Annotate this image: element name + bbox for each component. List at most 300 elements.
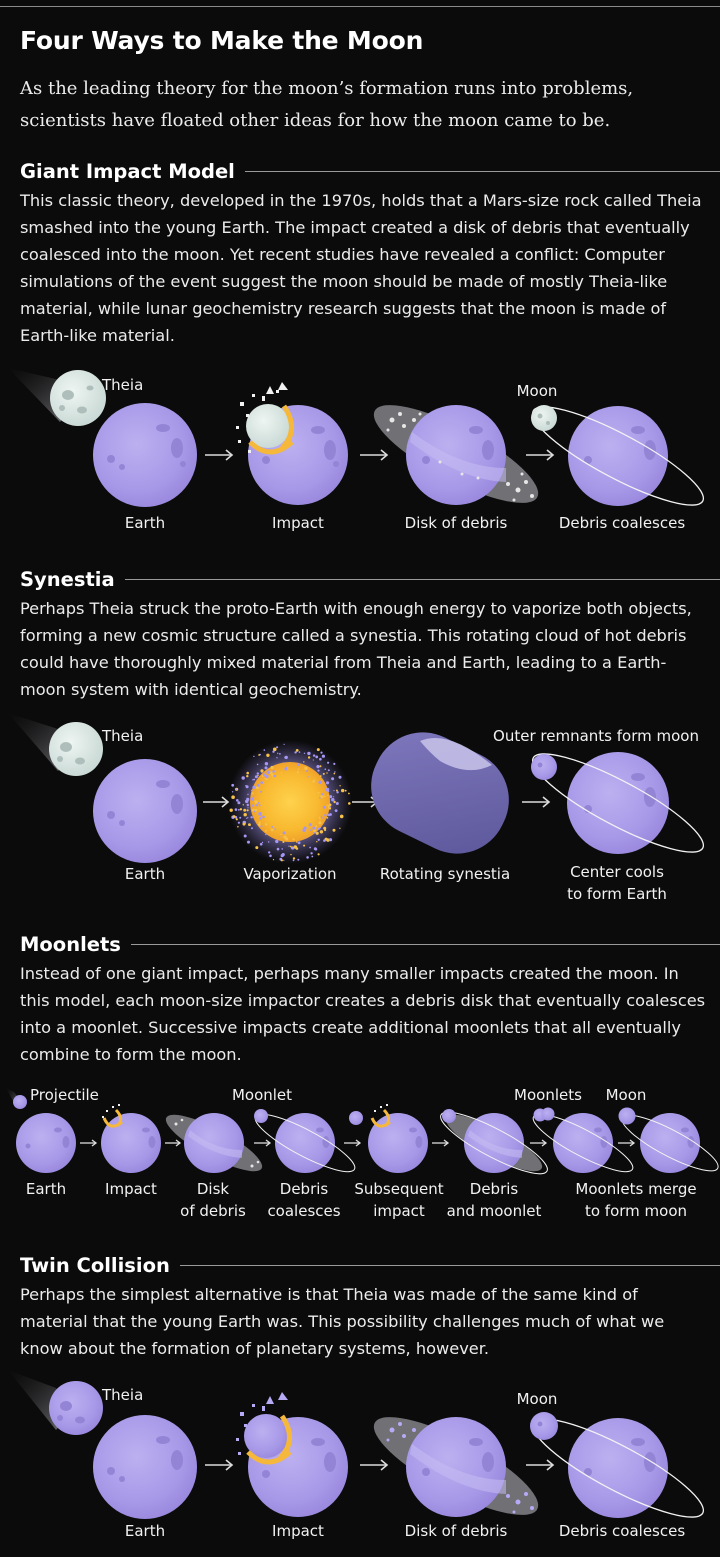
vapor-particle <box>252 786 255 789</box>
vapor-particle <box>309 847 311 849</box>
vapor-particle <box>294 751 296 753</box>
vapor-particle <box>315 825 317 827</box>
vapor-particle <box>283 860 284 861</box>
vapor-particle <box>237 826 239 828</box>
page-title: Four Ways to Make the Moon <box>20 26 424 55</box>
vapor-particle <box>293 838 295 840</box>
vapor-particle <box>243 823 246 826</box>
theia-label: Theia <box>102 376 144 394</box>
vapor-particle <box>274 828 275 829</box>
arrow-icon <box>530 1140 546 1146</box>
moon-label: Moon <box>516 1390 558 1408</box>
moonlet-label: Moonlet <box>231 1086 293 1104</box>
vapor-particle <box>321 793 323 795</box>
vapor-particle <box>335 809 338 812</box>
vapor-particle <box>294 845 298 849</box>
vapor-particle <box>264 778 265 779</box>
theia-label: Theia <box>102 727 144 745</box>
vapor-particle <box>274 775 276 777</box>
debris-disk-planet <box>363 1400 550 1532</box>
vapor-particle <box>254 800 257 803</box>
moon-label: Moon <box>605 1086 647 1104</box>
vapor-particle <box>309 823 312 826</box>
vapor-particle <box>306 770 308 772</box>
section-rule <box>131 944 720 945</box>
vapor-particle <box>305 837 306 838</box>
vapor-particle <box>265 834 266 835</box>
vapor-particle <box>327 817 329 819</box>
vapor-particle <box>322 817 324 819</box>
arrow-icon <box>360 1460 387 1470</box>
vapor-particle <box>331 777 334 780</box>
vapor-particle <box>255 809 257 811</box>
vapor-particle <box>345 790 347 792</box>
vapor-particle <box>246 798 249 801</box>
earth-planet <box>93 403 197 507</box>
earth-planet <box>93 759 197 863</box>
vapor-particle <box>297 771 299 773</box>
stage-label: and moonlet <box>446 1202 542 1220</box>
section-description: Instead of one giant impact, perhaps many smaller impacts created the moon. In this model, each moon-size impactor creates a debris disk that eventually coalesces into a moonlet. Successive impacts create additional moonlets that all eventually combine to form the moon. <box>20 964 706 1064</box>
vapor-particle <box>231 795 235 799</box>
vapor-particle <box>239 817 241 819</box>
theia-body <box>49 722 103 776</box>
vapor-particle <box>238 809 240 811</box>
vapor-particle <box>283 762 284 763</box>
impact-planet <box>236 382 348 505</box>
vapor-particle <box>236 799 239 802</box>
moon-body <box>530 1412 558 1440</box>
vapor-particle <box>313 829 316 832</box>
stage-label-disk: Disk of debris <box>404 1522 508 1540</box>
vapor-particle <box>272 770 275 773</box>
debris-disk-planet <box>363 388 550 520</box>
synestia-diagram <box>0 705 720 910</box>
stage-label-synestia: Rotating synestia <box>379 865 511 883</box>
stage-label-impact: Impact <box>272 1522 324 1540</box>
stage-label-coalesces: Debris coalesces <box>558 1522 686 1540</box>
vapor-particle <box>260 791 262 793</box>
vapor-particle <box>297 763 300 766</box>
vapor-particle <box>267 771 271 775</box>
vapor-particle <box>265 779 266 780</box>
stage-label: Debris <box>469 1180 519 1198</box>
vapor-particle <box>275 840 278 843</box>
vapor-particle <box>247 804 249 806</box>
vapor-particle <box>268 851 270 853</box>
vapor-particle <box>339 776 342 779</box>
vapor-particle <box>277 848 280 851</box>
stage-label: to form moon <box>584 1202 688 1220</box>
stage-label-impact: Impact <box>272 514 324 532</box>
vapor-particle <box>265 830 267 832</box>
vapor-particle <box>327 805 328 806</box>
section-title: Moonlets <box>20 932 121 956</box>
vapor-particle <box>276 746 278 748</box>
vapor-particle <box>334 771 335 772</box>
vapor-particle <box>260 769 263 772</box>
vapor-particle <box>312 780 315 783</box>
vapor-particle <box>282 841 284 843</box>
vapor-particle <box>256 804 258 806</box>
projectile-label: Projectile <box>30 1086 99 1104</box>
section-rule <box>180 1265 720 1266</box>
vapor-particle <box>269 855 272 858</box>
vapor-particle <box>247 807 248 808</box>
intro-text: As the leading theory for the moon’s formation runs into problems, scientists have floated other ideas for how the moon came to be. <box>20 78 634 131</box>
vapor-particle <box>266 754 269 757</box>
vapor-particle <box>232 791 233 792</box>
vapor-particle <box>320 827 321 828</box>
vapor-particle <box>259 822 261 824</box>
earth-planet <box>93 1415 197 1519</box>
vapor-particle <box>262 816 265 819</box>
arrow-icon <box>360 450 387 460</box>
vapor-particle <box>303 827 306 830</box>
vapor-particle <box>240 808 242 810</box>
vapor-particle <box>336 791 338 793</box>
projectile-body <box>6 1088 27 1109</box>
section-header <box>20 157 720 185</box>
impact-planet <box>236 1392 348 1517</box>
vapor-particle <box>253 779 255 781</box>
vapor-particle <box>270 772 273 775</box>
vapor-particle <box>320 830 323 833</box>
final-label-line2: to form Earth <box>567 885 667 903</box>
vapor-particle <box>252 792 254 794</box>
vapor-particle <box>260 817 263 820</box>
vapor-particle <box>322 755 325 758</box>
vapor-particle <box>333 796 334 797</box>
outer-remnants-label: Outer remnants form moon <box>493 727 699 745</box>
vapor-particle <box>281 772 283 774</box>
vapor-particle <box>236 818 238 820</box>
vapor-particle <box>258 754 260 756</box>
vapor-particle <box>250 816 252 818</box>
vapor-particle <box>271 766 274 769</box>
vapor-particle <box>288 846 289 847</box>
vapor-particle <box>324 796 325 797</box>
vapor-particle <box>231 784 234 787</box>
vapor-particle <box>312 827 315 830</box>
vapor-particle <box>329 795 332 798</box>
moonlets-stage-impact <box>101 1104 161 1173</box>
vapor-particle <box>316 832 319 835</box>
vapor-particle <box>313 759 314 760</box>
vapor-particle <box>325 768 327 770</box>
vapor-particle <box>327 795 328 796</box>
vapor-particle <box>307 752 310 755</box>
stage-label-vaporization: Vaporization <box>243 865 337 883</box>
vapor-particle <box>237 801 240 804</box>
section-rule <box>125 579 720 580</box>
vapor-particle <box>258 802 260 804</box>
vapor-particle <box>316 765 319 768</box>
vapor-particle <box>339 785 340 786</box>
vapor-particle <box>260 825 262 827</box>
vapor-particle <box>303 845 305 847</box>
vapor-particle <box>318 853 320 855</box>
vapor-particle <box>284 768 287 771</box>
moon-body <box>531 754 557 780</box>
vapor-particle <box>280 834 281 835</box>
vapor-particle <box>308 776 309 777</box>
arrow-icon <box>205 1460 232 1470</box>
vapor-particle <box>277 753 278 754</box>
vapor-particle <box>341 789 344 792</box>
stage-label-earth: Earth <box>124 1522 166 1540</box>
vapor-particle <box>242 776 245 779</box>
vapor-particle <box>246 772 249 775</box>
vapor-particle <box>253 796 254 797</box>
vapor-particle <box>272 777 273 778</box>
vapor-particle <box>320 765 322 767</box>
vapor-particle <box>314 847 317 850</box>
vapor-particle <box>333 801 335 803</box>
vapor-particle <box>290 854 291 855</box>
vapor-particle <box>243 809 246 812</box>
vapor-particle <box>323 839 326 842</box>
section-header <box>20 565 720 593</box>
vapor-particle <box>293 860 295 862</box>
stage-label: impact <box>373 1202 425 1220</box>
vapor-particle <box>308 756 310 758</box>
vapor-particle <box>323 773 325 775</box>
vapor-particle <box>318 839 320 841</box>
vapor-particle <box>257 775 258 776</box>
arrow-icon <box>344 1140 360 1146</box>
vapor-particle <box>339 828 340 829</box>
top-rule <box>0 6 720 7</box>
vapor-particle <box>319 818 321 820</box>
theia-body <box>49 1381 103 1435</box>
vapor-particle <box>320 752 322 754</box>
vapor-particle <box>329 838 332 841</box>
vapor-particle <box>233 815 236 818</box>
vapor-particle <box>333 829 336 832</box>
vapor-particle <box>298 768 300 770</box>
vapor-particle <box>271 826 273 828</box>
moonlets-diagram <box>0 1080 720 1225</box>
vapor-particle <box>271 829 274 832</box>
vapor-particle <box>258 824 261 827</box>
vapor-particle <box>264 749 266 751</box>
arrow-icon <box>618 1140 634 1146</box>
vapor-particle <box>318 821 321 824</box>
arrow-icon <box>165 1140 180 1146</box>
arrow-icon <box>526 450 553 460</box>
vapor-particle <box>328 814 330 816</box>
section-title: Twin Collision <box>20 1253 170 1277</box>
stage-label: Debris <box>279 1180 329 1198</box>
vapor-particle <box>285 756 288 759</box>
vapor-particle <box>326 781 329 784</box>
vapor-particle <box>317 770 319 772</box>
vapor-particle <box>238 822 240 824</box>
vapor-particle <box>281 848 283 850</box>
twin-collision-diagram <box>0 1362 720 1557</box>
vapor-particle <box>323 806 326 809</box>
vapor-particle <box>253 811 255 813</box>
vapor-particle <box>260 843 263 846</box>
stage-label: coalesces <box>267 1202 341 1220</box>
vapor-particle <box>318 781 321 784</box>
vapor-particle <box>297 859 299 861</box>
stage-label: Impact <box>105 1180 157 1198</box>
vapor-particle <box>336 802 339 805</box>
vapor-particle <box>313 754 315 756</box>
vapor-particle <box>304 753 305 754</box>
stage-label: Disk <box>196 1180 230 1198</box>
vapor-particle <box>311 856 313 858</box>
vapor-particle <box>260 815 261 816</box>
vapor-particle <box>249 824 251 826</box>
vapor-particle <box>323 827 326 830</box>
vapor-particle <box>334 773 336 775</box>
vapor-particle <box>320 775 322 777</box>
moonlets-label: Moonlets <box>514 1086 582 1104</box>
vapor-particle <box>251 827 253 829</box>
vapor-particle <box>235 808 238 811</box>
vapor-particle <box>265 766 268 769</box>
vapor-particle <box>326 772 327 773</box>
arrow-icon <box>522 797 549 807</box>
section-header <box>20 1251 720 1279</box>
section-rule <box>245 171 720 172</box>
stage-label-coalesces: Debris coalesces <box>558 514 686 532</box>
stage-label: Earth <box>25 1180 67 1198</box>
arrow-icon <box>526 1460 553 1470</box>
vapor-particle <box>263 774 266 777</box>
moon-body <box>531 405 557 431</box>
section-title: Synestia <box>20 567 115 591</box>
vapor-particle <box>310 852 312 854</box>
vapor-particle <box>319 817 321 819</box>
vapor-particle <box>298 841 301 844</box>
vapor-particle <box>303 761 304 762</box>
vapor-particle <box>327 762 329 764</box>
moonlets-stage-earth <box>16 1113 76 1173</box>
vapor-particle <box>333 790 334 791</box>
moonlets-stage-subsequent-impact <box>349 1104 428 1173</box>
vapor-particle <box>318 828 320 830</box>
vapor-particle <box>324 814 326 816</box>
vapor-particle <box>279 836 280 837</box>
final-label-line1: Center cools <box>570 863 664 881</box>
moon-label: Moon <box>516 382 558 400</box>
section-description: Perhaps the simplest alternative is that Theia was made of the same kind of material that the young Earth was. This possibility challenges much of what we know about the formation of planetary systems, however. <box>20 1285 665 1358</box>
vapor-particle <box>260 781 263 784</box>
vapor-particle <box>318 792 320 794</box>
vapor-particle <box>273 859 274 860</box>
vapor-particle <box>290 846 291 847</box>
vapor-particle <box>304 767 307 770</box>
vapor-particle <box>246 775 248 777</box>
vapor-particle <box>329 806 331 808</box>
vapor-particle <box>247 794 248 795</box>
stage-label: Moonlets merge <box>575 1180 697 1198</box>
vapor-particle <box>265 823 267 825</box>
vapor-particle <box>281 854 284 857</box>
vapor-particle <box>253 756 254 757</box>
vapor-particle <box>333 763 335 765</box>
vapor-particle <box>276 757 277 758</box>
vapor-particle <box>317 748 320 751</box>
vapor-particle <box>331 798 334 801</box>
vapor-particle <box>310 829 312 831</box>
vapor-particle <box>348 802 351 805</box>
stage-label: Subsequent <box>354 1180 444 1198</box>
vapor-particle <box>272 751 274 753</box>
vapor-particle <box>257 772 259 774</box>
vapor-particle <box>251 797 254 800</box>
vapor-particle <box>284 744 285 745</box>
vapor-particle <box>257 784 260 787</box>
vapor-particle <box>259 805 261 807</box>
vapor-particle <box>306 856 309 859</box>
arrow-icon <box>254 1140 270 1146</box>
vapor-particle <box>319 758 322 761</box>
vapor-particle <box>252 779 253 780</box>
vapor-particle <box>340 815 344 819</box>
vapor-particle <box>315 756 318 759</box>
vapor-particle <box>251 790 253 792</box>
vapor-particle <box>246 785 249 788</box>
stage-label: of debris <box>180 1202 246 1220</box>
vapor-particle <box>265 762 268 765</box>
stage-label-earth: Earth <box>124 865 166 883</box>
vapor-particle <box>316 841 317 842</box>
vapor-particle <box>268 841 269 842</box>
section-header <box>20 930 720 958</box>
section-description: This classic theory, developed in the 1970s, holds that a Mars-size rock called Theia smashed into the young Earth. The impact created a disk of debris that eventually coalesced into the moon. Yet recent studies have revealed a conflict: Computer simulations of the event suggest the moon should be made of mostly Theia-like material, while lunar geochemistry research suggests that the moon is made of Earth-like material. <box>20 191 702 345</box>
arrow-icon <box>80 1140 96 1146</box>
vapor-particle <box>243 804 244 805</box>
vapor-particle <box>283 831 286 834</box>
vapor-particle <box>329 804 332 807</box>
vapor-particle <box>230 809 233 812</box>
vapor-particle <box>279 753 281 755</box>
vapor-particle <box>314 778 315 779</box>
theia-label: Theia <box>102 1386 144 1404</box>
giant-impact-diagram <box>0 350 720 545</box>
vapor-particle <box>246 818 247 819</box>
vaporization-cloud <box>228 740 352 864</box>
vapor-particle <box>247 841 250 844</box>
vapor-particle <box>299 751 301 753</box>
stage-label-disk: Disk of debris <box>404 514 508 532</box>
vapor-particle <box>321 816 322 817</box>
arrow-icon <box>205 450 232 460</box>
section-description: Perhaps Theia struck the proto-Earth with enough energy to vaporize both objects, forming a new cosmic structure called a synestia. This rotating cloud of hot debris could have thoroughly mixed material from Theia and Earth, leading to a Earth-moon system with identical geochemistry. <box>20 599 692 699</box>
vapor-particle <box>252 805 254 807</box>
arrow-icon <box>203 797 228 807</box>
section-title: Giant Impact Model <box>20 159 235 183</box>
vapor-particle <box>283 836 286 839</box>
arrow-icon <box>432 1140 448 1146</box>
vapor-particle <box>247 817 248 818</box>
vapor-particle <box>244 835 247 838</box>
vapor-particle <box>293 857 295 859</box>
vapor-particle <box>244 813 247 816</box>
vapor-particle <box>235 789 237 791</box>
vapor-particle <box>326 788 329 791</box>
vapor-particle <box>257 764 259 766</box>
vapor-particle <box>262 842 263 843</box>
vapor-particle <box>348 793 350 795</box>
vapor-particle <box>319 797 320 798</box>
vapor-particle <box>255 846 258 849</box>
